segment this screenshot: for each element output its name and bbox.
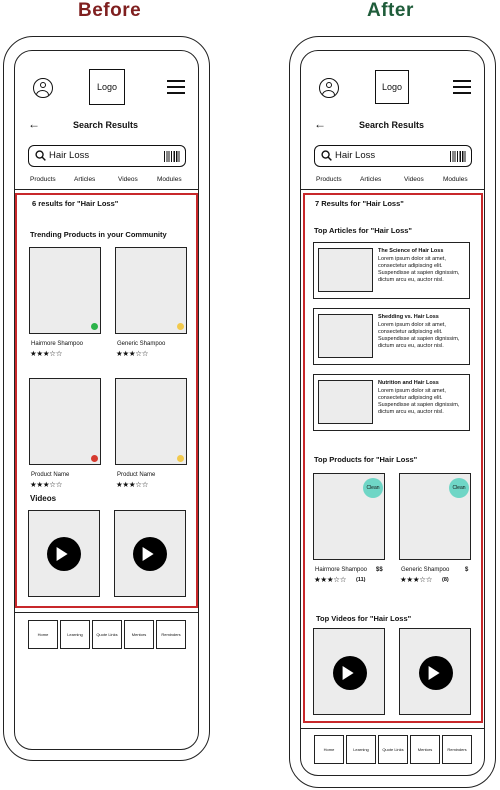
before-nav-learning[interactable]: Learning: [60, 620, 90, 649]
before-search-input[interactable]: [28, 145, 186, 167]
after-back-icon[interactable]: ←: [314, 117, 326, 131]
before-nav-rule: [15, 612, 198, 613]
clean-badge: Clean: [449, 478, 469, 498]
article-title: Nutrition and Hair Loss: [378, 380, 439, 386]
after-heading: After: [367, 0, 414, 21]
before-results-count: 6 results for "Hair Loss": [32, 199, 119, 208]
status-dot: [91, 323, 98, 330]
before-menu-icon[interactable]: [167, 80, 185, 96]
after-videos-title: Top Videos for "Hair Loss": [316, 614, 412, 623]
after-product-name: Generic Shampoo: [401, 567, 450, 573]
after-tab-modules[interactable]: Modules: [443, 176, 468, 183]
before-product-name: Product Name: [117, 472, 156, 478]
search-icon: [35, 150, 46, 161]
before-divider: [15, 189, 198, 190]
article-excerpt: Lorem ipsum dolor sit amet, consectetur adipiscing elit. Suspendisse at sapien dignissim, dictum arcu eu, auctor nisl.: [378, 322, 460, 349]
before-nav-mentors[interactable]: Mentors: [124, 620, 154, 649]
article-excerpt: Lorem ipsum dolor sit amet, consectetur adipiscing elit. Suspendisse at sapien dignissim, dictum arcu eu, auctor nisl.: [378, 256, 460, 283]
article-thumbnail: [318, 248, 373, 292]
play-icon[interactable]: [133, 537, 167, 571]
after-profile-icon[interactable]: [319, 78, 339, 98]
before-product-stars: ★★★☆☆: [30, 349, 63, 358]
before-logo: Logo: [89, 69, 125, 105]
article-thumbnail: [318, 314, 373, 358]
search-icon: [321, 150, 332, 161]
barcode-icon[interactable]: [164, 151, 180, 162]
after-video-card[interactable]: [399, 628, 471, 715]
after-articles-title: Top Articles for "Hair Loss": [314, 226, 412, 235]
before-page-title: Search Results: [73, 120, 139, 130]
after-nav-reminders[interactable]: Reminders: [442, 735, 472, 764]
before-product-image[interactable]: [115, 378, 187, 465]
before-product-name: Product Name: [31, 472, 70, 478]
article-title: The Science of Hair Loss: [378, 248, 444, 254]
status-dot: [177, 323, 184, 330]
before-product-image[interactable]: [115, 247, 187, 334]
search-value: Hair Loss: [49, 150, 90, 161]
before-trending-title: Trending Products in your Community: [30, 230, 167, 239]
after-menu-icon[interactable]: [453, 80, 471, 96]
before-heading: Before: [78, 0, 142, 21]
after-product-price: $: [465, 567, 469, 573]
after-tab-articles[interactable]: Articles: [360, 176, 382, 183]
article-card[interactable]: [313, 308, 470, 365]
play-icon[interactable]: [47, 537, 81, 571]
after-nav-mentors[interactable]: Mentors: [410, 735, 440, 764]
after-product-image[interactable]: [313, 473, 385, 560]
search-value: Hair Loss: [335, 150, 376, 161]
before-videos-title: Videos: [30, 494, 57, 503]
before-tab-modules[interactable]: Modules: [157, 176, 182, 183]
article-card[interactable]: [313, 374, 470, 431]
after-search-input[interactable]: [314, 145, 472, 167]
before-tab-products[interactable]: Products: [30, 176, 56, 183]
before-nav-home[interactable]: Home: [28, 620, 58, 649]
after-product-reviews: (11): [356, 577, 366, 583]
article-excerpt: Lorem ipsum dolor sit amet, consectetur adipiscing elit. Suspendisse at sapien dignissim, dictum arcu eu, auctor nisl.: [378, 388, 460, 415]
article-card[interactable]: [313, 242, 470, 299]
status-dot: [177, 455, 184, 462]
after-product-image[interactable]: [399, 473, 471, 560]
after-product-stars: ★★★☆☆: [400, 575, 433, 584]
after-tab-products[interactable]: Products: [316, 176, 342, 183]
before-product-image[interactable]: [29, 247, 101, 334]
before-product-name: Generic Shampoo: [117, 341, 166, 347]
after-product-name: Hairmore Shampoo: [315, 567, 368, 573]
after-nav-home[interactable]: Home: [314, 735, 344, 764]
after-nav-rule: [301, 728, 484, 729]
after-video-card[interactable]: [313, 628, 385, 715]
article-thumbnail: [318, 380, 373, 424]
barcode-icon[interactable]: [450, 151, 466, 162]
before-tab-articles[interactable]: Articles: [74, 176, 96, 183]
play-icon[interactable]: [333, 656, 367, 690]
before-nav-quote-links[interactable]: Quote Links: [92, 620, 122, 649]
before-product-stars: ★★★☆☆: [116, 480, 149, 489]
after-product-reviews: (8): [442, 577, 449, 583]
status-dot: [91, 455, 98, 462]
after-nav-quote-links[interactable]: Quote Links: [378, 735, 408, 764]
after-tab-videos[interactable]: Videos: [404, 176, 424, 183]
after-product-stars: ★★★☆☆: [314, 575, 347, 584]
clean-badge: Clean: [363, 478, 383, 498]
before-tab-videos[interactable]: Videos: [118, 176, 138, 183]
after-product-price: $$: [376, 567, 383, 573]
before-video-card[interactable]: [114, 510, 186, 597]
before-product-stars: ★★★☆☆: [30, 480, 63, 489]
before-product-name: Hairmore Shampoo: [31, 341, 84, 347]
before-product-stars: ★★★☆☆: [116, 349, 149, 358]
after-products-title: Top Products for "Hair Loss": [314, 455, 418, 464]
before-product-image[interactable]: [29, 378, 101, 465]
after-page-title: Search Results: [359, 120, 425, 130]
before-profile-icon[interactable]: [33, 78, 53, 98]
before-video-card[interactable]: [28, 510, 100, 597]
before-back-icon[interactable]: ←: [28, 117, 40, 131]
article-title: Shedding vs. Hair Loss: [378, 314, 439, 320]
after-results-count: 7 Results for "Hair Loss": [315, 199, 404, 208]
after-divider: [301, 189, 484, 190]
after-logo: Logo: [375, 70, 409, 104]
after-nav-learning[interactable]: Learning: [346, 735, 376, 764]
play-icon[interactable]: [419, 656, 453, 690]
before-nav-reminders[interactable]: Reminders: [156, 620, 186, 649]
